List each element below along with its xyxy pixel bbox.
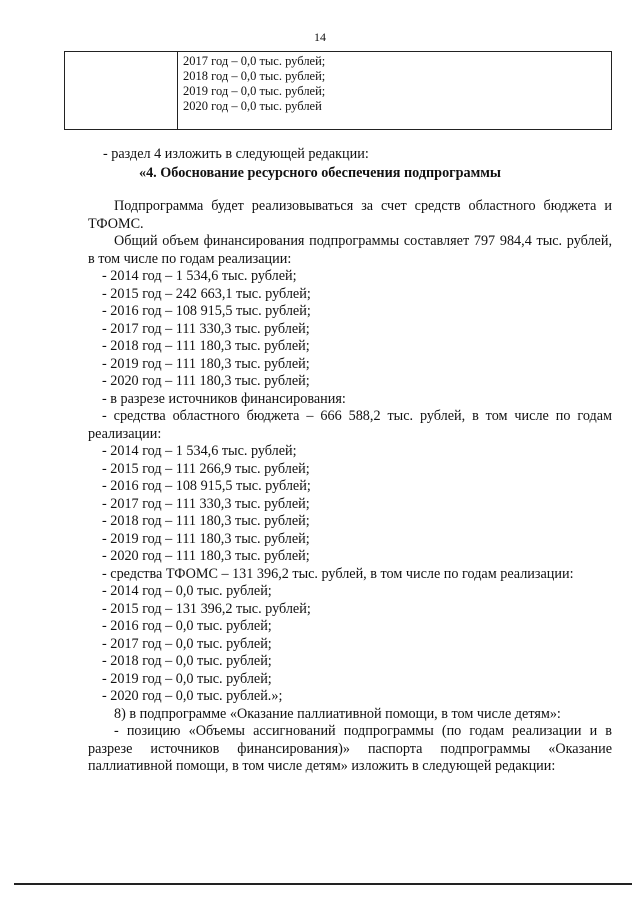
list-item: - 2015 год – 131 396,2 тыс. рублей; bbox=[102, 600, 311, 617]
list-item: - 2019 год – 0,0 тыс. рублей; bbox=[102, 670, 272, 687]
table-column-divider bbox=[177, 52, 178, 129]
table-line: 2019 год – 0,0 тыс. рублей; bbox=[183, 84, 326, 98]
list-item: - 2018 год – 111 180,3 тыс. рублей; bbox=[102, 338, 310, 354]
section-note: - раздел 4 изложить в следующей редакции: bbox=[103, 146, 369, 162]
document-body bbox=[88, 198, 612, 776]
list-item: - 2020 год – 0,0 тыс. рублей.»; bbox=[102, 688, 283, 704]
item-8-text: - позицию «Объемы ассигнований подпрограммы (по годам реализации и в разрезе источников финансирования)» паспорта подпрограммы «Оказание паллиативной помощи, в том числе детям» изложить в следующей редакции: bbox=[88, 723, 612, 774]
table-line: 2018 год – 0,0 тыс. рублей; bbox=[183, 69, 326, 83]
list-item: - 2016 год – 0,0 тыс. рублей; bbox=[102, 618, 272, 634]
list-item: - 2017 год – 111 330,3 тыс. рублей; bbox=[102, 320, 310, 337]
list-item: - 2020 год – 111 180,3 тыс. рублей; bbox=[102, 373, 310, 389]
tfoms-years-list bbox=[88, 583, 612, 706]
list-item: - 2018 год – 111 180,3 тыс. рублей; bbox=[102, 513, 310, 529]
list-item: - 2014 год – 1 534,6 тыс. рублей; bbox=[102, 268, 297, 284]
list-item: - 2017 год – 111 330,3 тыс. рублей; bbox=[102, 495, 310, 512]
list-item: - средства ТФОМС – 131 396,2 тыс. рублей, в том числе по годам реализации: bbox=[102, 565, 574, 582]
table-line: 2017 год – 0,0 тыс. рублей; bbox=[183, 54, 326, 68]
page-number: 14 bbox=[314, 30, 326, 44]
list-item: - в разрезе источников финансирования: bbox=[102, 390, 346, 407]
list-item: - 2014 год – 1 534,6 тыс. рублей; bbox=[102, 443, 297, 459]
paragraph-regional-budget: - средства областного бюджета – 666 588,2 тыс. рублей, в том числе по годам реализации: bbox=[88, 408, 612, 442]
list-item: - 2019 год – 111 180,3 тыс. рублей; bbox=[102, 355, 310, 372]
list-item: - 2016 год – 108 915,5 тыс. рублей; bbox=[102, 303, 311, 319]
list-item: - 2020 год – 111 180,3 тыс. рублей; bbox=[102, 548, 310, 564]
paragraph-funding-sources: Подпрограмма будет реализовываться за счет средств областного бюджета и ТФОМС. bbox=[88, 198, 612, 232]
table-cell bbox=[183, 54, 325, 114]
item-8-heading: 8) в подпрограмме «Оказание паллиативной помощи, в том числе детям»: bbox=[114, 705, 561, 722]
list-item: - 2016 год – 108 915,5 тыс. рублей; bbox=[102, 478, 311, 494]
bottom-rule bbox=[14, 883, 632, 885]
total-years-list bbox=[88, 268, 612, 408]
list-item: - 2015 год – 111 266,9 тыс. рублей; bbox=[102, 460, 310, 477]
list-item: - 2019 год – 111 180,3 тыс. рублей; bbox=[102, 530, 310, 547]
list-item: - 2014 год – 0,0 тыс. рублей; bbox=[102, 583, 272, 599]
section-title: «4. Обоснование ресурсного обеспечения подпрограммы bbox=[138, 165, 501, 181]
list-item: - 2015 год – 242 663,1 тыс. рублей; bbox=[102, 285, 311, 302]
list-item: - 2017 год – 0,0 тыс. рублей; bbox=[102, 635, 272, 652]
regional-years-list bbox=[88, 443, 612, 583]
continuation-table bbox=[64, 51, 612, 130]
list-item: - 2018 год – 0,0 тыс. рублей; bbox=[102, 653, 272, 669]
paragraph-total-volume: Общий объем финансирования подпрограммы составляет 797 984,4 тыс. рублей, в том числе по годам реализации: bbox=[88, 233, 612, 267]
table-line: 2020 год – 0,0 тыс. рублей bbox=[183, 99, 322, 113]
